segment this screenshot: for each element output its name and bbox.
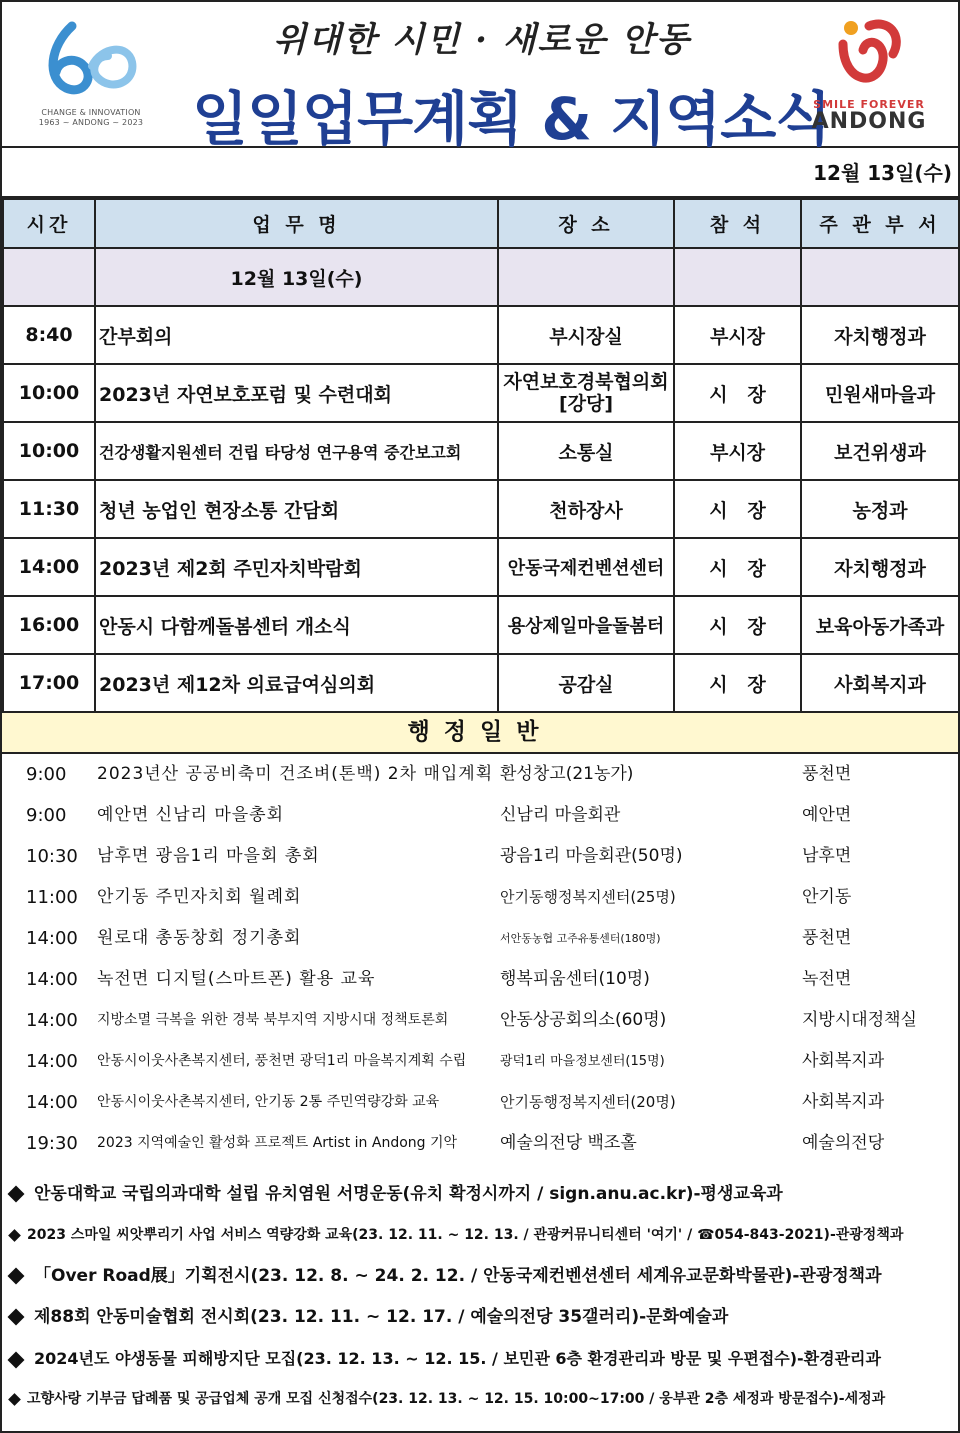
item-time: 14:00 [26, 928, 78, 949]
row-dept: 자치행정과 [801, 306, 959, 364]
row-task: 안동시 다함께돌봄센터 개소식 [95, 596, 498, 654]
admin-section-heading: 행정일반 [2, 713, 958, 754]
row-place: 천하장사 [498, 480, 674, 538]
item-dept: 사회복지과 [802, 1092, 885, 1112]
schedule-table [2, 198, 960, 713]
item-place: 환성창고(21농가) [500, 764, 634, 784]
item-dept: 녹전면 [802, 969, 852, 989]
table-header-row [3, 199, 959, 248]
list-item [2, 1123, 958, 1164]
table-row [3, 538, 959, 596]
item-task: 남후면 광음1리 마을회 총회 [97, 846, 320, 866]
item-time: 14:00 [26, 1092, 78, 1113]
page-title: 일일업무계획 & 지역소식 [192, 85, 831, 153]
item-time: 10:30 [26, 846, 78, 867]
item-place: 안동상공회의소(60명) [500, 1010, 667, 1030]
row-dept: 농정과 [801, 480, 959, 538]
row-time: 10:00 [3, 364, 95, 422]
notice-text: 2023 스마일 씨앗뿌리기 사업 서비스 역량강화 교육(23. 12. 11. ~ 12. 13. / 관광커뮤니티센터 '여기' / ☎054-843-2021)-관광정책과 [27, 1227, 904, 1243]
row-attendee: 시 장 [674, 596, 801, 654]
row-time: 11:30 [3, 480, 95, 538]
notice-item [2, 1297, 958, 1338]
item-task: 2023 지역예술인 활성화 프로젝트 Artist in Andong 기악 [97, 1135, 458, 1151]
list-item [2, 795, 958, 836]
row-task: 건강생활지원센터 건립 타당성 연구용역 중간보고회 [95, 422, 498, 480]
item-time: 14:00 [26, 969, 78, 990]
item-time: 14:00 [26, 1010, 78, 1031]
row-task: 청년 농업인 현장소통 간담회 [95, 480, 498, 538]
diamond-bullet-icon [8, 1393, 21, 1406]
header-attendee: 참 석 [674, 199, 801, 248]
row-dept: 민원새마을과 [801, 364, 959, 422]
notice-item [2, 1379, 958, 1420]
notice-list [2, 1174, 958, 1420]
table-row [3, 480, 959, 538]
header-place: 장 소 [498, 199, 674, 248]
diamond-bullet-icon [8, 1351, 25, 1368]
item-time: 9:00 [26, 764, 67, 785]
item-dept: 지방시대정책실 [802, 1010, 917, 1030]
sixty-logo-icon [32, 16, 150, 104]
item-task: 지방소멸 극복을 위한 경북 북부지역 지방시대 정책토론회 [97, 1012, 449, 1028]
item-task: 안동시이웃사촌복지센터, 풍천면 광덕1리 마을복지계획 수립 [97, 1053, 467, 1069]
row-dept: 자치행정과 [801, 538, 959, 596]
item-place: 안기동행정복지센터(25명) [500, 888, 676, 906]
row-task: 2023년 제12차 의료급여심의회 [95, 654, 498, 712]
row-attendee: 부시장 [674, 306, 801, 364]
notice-item [2, 1338, 958, 1379]
table-row [3, 306, 959, 364]
item-dept: 풍천면 [802, 764, 852, 784]
item-task: 녹전면 디지털(스마트폰) 활용 교육 [97, 969, 376, 989]
row-time: 16:00 [3, 596, 95, 654]
list-item [2, 754, 958, 795]
row-attendee: 시 장 [674, 364, 801, 422]
item-task: 안기동 주민자치회 월례회 [97, 887, 302, 907]
date-row-label: 12월 13일(수) [95, 248, 498, 306]
diamond-bullet-icon [8, 1229, 21, 1242]
item-place: 광음1리 마을회관(50명) [500, 846, 683, 866]
item-place: 광덕1리 마을정보센터(15명) [500, 1054, 665, 1069]
item-dept: 풍천면 [802, 928, 852, 948]
item-time: 19:30 [26, 1133, 78, 1154]
diamond-bullet-icon [8, 1186, 25, 1203]
item-dept: 사회복지과 [802, 1051, 885, 1071]
item-task: 2023년산 공공비축미 건조벼(톤백) 2차 매입계획 [97, 764, 494, 784]
notice-text: 고향사랑 기부금 답례품 및 공급업체 공개 모집 신청접수(23. 12. 13. ~ 12. 15. 10:00~17:00 / 웅부관 2층 세정과 방문접수)-세정과 [27, 1391, 886, 1407]
table-row [3, 422, 959, 480]
header [2, 2, 958, 153]
row-place: 용상제일마을돌봄터 [498, 596, 674, 654]
item-task: 안동시이웃사촌복지센터, 안기동 2통 주민역량강화 교육 [97, 1094, 440, 1110]
row-place: 공감실 [498, 654, 674, 712]
header-task: 업 무 명 [95, 199, 498, 248]
notice-text: 「Over Road展」기획전시(23. 12. 8. ~ 24. 2. 12. / 안동국제컨벤션센터 세계유교문화박물관)-관광정책과 [34, 1266, 882, 1286]
notice-text: 2024년도 야생동물 피해방지단 모집(23. 12. 13. ~ 12. 15. / 보민관 6층 환경관리과 방문 및 우편접수)-환경관리과 [34, 1349, 881, 1368]
item-time: 14:00 [26, 1051, 78, 1072]
table-row [3, 596, 959, 654]
notice-item [2, 1174, 958, 1215]
row-dept: 보육아동가족과 [801, 596, 959, 654]
item-place: 행복피움센터(10명) [500, 969, 650, 989]
row-time: 8:40 [3, 306, 95, 364]
notice-text: 안동대학교 국립의과대학 설립 유치염원 서명운동(유치 확정시까지 / sign.anu.ac.kr)-평생교육과 [34, 1184, 783, 1204]
row-task: 2023년 자연보호포럼 및 수련대회 [95, 364, 498, 422]
item-dept: 예안면 [802, 805, 852, 825]
header-time: 시간 [3, 199, 95, 248]
row-attendee: 시 장 [674, 538, 801, 596]
row-task: 간부회의 [95, 306, 498, 364]
table-row [3, 364, 959, 422]
notice-text: 제88회 안동미술협회 전시회(23. 12. 11. ~ 12. 17. / 예술의전당 35갤러리)-문화예술과 [34, 1307, 729, 1327]
list-item [2, 918, 958, 959]
header-dept: 주 관 부 서 [801, 199, 959, 248]
list-item [2, 877, 958, 918]
table-row [3, 654, 959, 712]
smile-logo-icon [829, 14, 909, 94]
row-place: 부시장실 [498, 306, 674, 364]
list-item [2, 1041, 958, 1082]
row-attendee: 부시장 [674, 422, 801, 480]
diamond-bullet-icon [8, 1309, 25, 1326]
row-dept: 보건위생과 [801, 422, 959, 480]
slogan: 위대한 시민 · 새로운 안동 [273, 20, 691, 60]
date-row [3, 248, 959, 306]
list-item [2, 1000, 958, 1041]
notice-item [2, 1256, 958, 1297]
row-place: 안동국제컨벤션센터 [498, 538, 674, 596]
item-place: 안기동행정복지센터(20명) [500, 1093, 676, 1111]
notice-item [2, 1215, 958, 1256]
row-time: 17:00 [3, 654, 95, 712]
item-task: 원로대 총동창회 정기총회 [97, 928, 302, 948]
row-place: 소통실 [498, 422, 674, 480]
logo-caption-2: 1963 ~ ANDONG ~ 2023 [38, 118, 144, 127]
andong-logo [804, 14, 934, 136]
row-place: 자연보호경북협의회 [강당] [498, 364, 674, 422]
row-time: 10:00 [3, 422, 95, 480]
item-dept: 남후면 [802, 846, 852, 866]
item-place: 서안동농협 고주유통센터(180명) [500, 932, 661, 945]
logo-right-line2: ANDONG [811, 109, 927, 134]
row-attendee: 시 장 [674, 480, 801, 538]
row-task: 2023년 제2회 주민자치박람회 [95, 538, 498, 596]
anniversary-logo [32, 16, 150, 134]
row-time: 14:00 [3, 538, 95, 596]
diamond-bullet-icon [8, 1268, 25, 1285]
logo-caption-1: CHANGE & INNOVATION [41, 108, 141, 117]
logo-right-line1: SMILE FOREVER [813, 98, 925, 111]
list-item [2, 836, 958, 877]
row-attendee: 시 장 [674, 654, 801, 712]
item-dept: 예술의전당 [802, 1133, 885, 1153]
row-dept: 사회복지과 [801, 654, 959, 712]
item-place: 신남리 마을회관 [500, 805, 621, 825]
list-item [2, 959, 958, 1000]
item-dept: 안기동 [802, 887, 852, 907]
item-time: 9:00 [26, 805, 67, 826]
item-time: 11:00 [26, 887, 78, 908]
admin-list [2, 754, 958, 1164]
date-label: 12월 13일(수) [2, 148, 958, 198]
item-task: 예안면 신남리 마을총회 [97, 805, 285, 825]
list-item [2, 1082, 958, 1123]
item-place: 예술의전당 백조홀 [500, 1133, 637, 1153]
